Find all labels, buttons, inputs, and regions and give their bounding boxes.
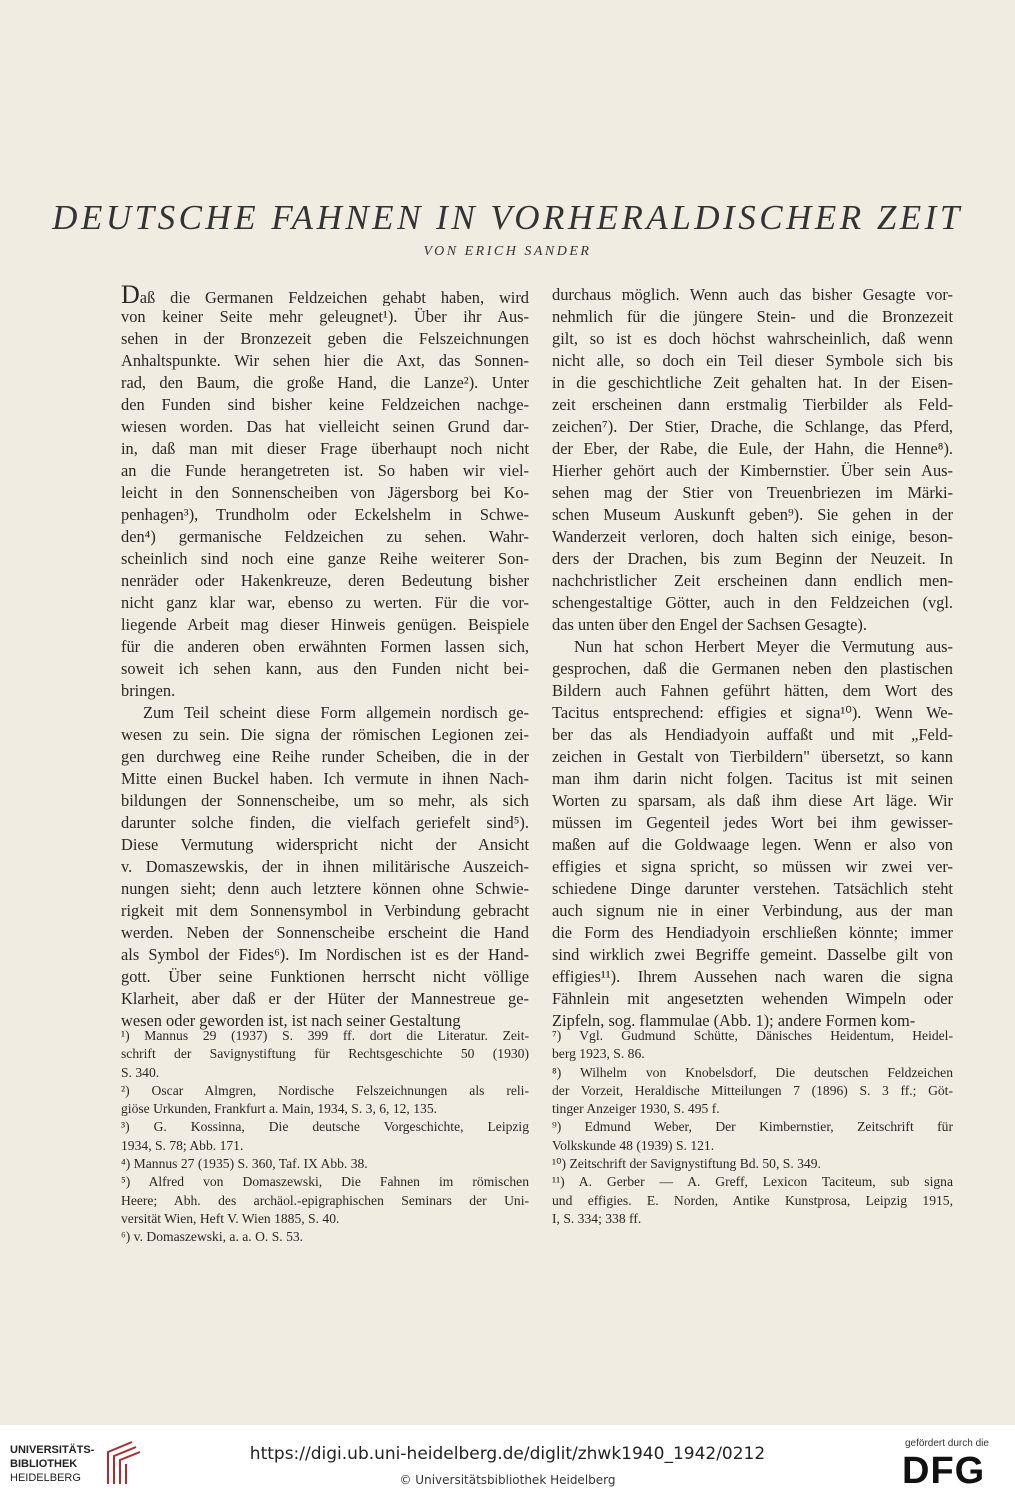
- text-line: Mitte einen Buckel haben. Ich vermute in ihnen Nach-: [121, 769, 529, 788]
- text-line: an die Funde herangetreten ist. So haben wir viel-: [121, 461, 529, 480]
- text-line: Nun hat schon Herbert Meyer die Vermutung aus-: [574, 637, 953, 656]
- text-line: werden. Neben der Sonnenscheibe erscheint die Hand: [121, 923, 529, 942]
- text-line: Wanderzeit verloren, doch halten sich einige, beson-: [552, 527, 953, 546]
- text-line: das unten über den Engel der Sachsen Gesagte).: [552, 615, 867, 634]
- text-line: schiedene Dinge darunter verstehen. Tatsächlich steht: [552, 879, 953, 898]
- text-line: penhagen³), Trundholm oder Eckelshelm in Schwe-: [121, 505, 529, 524]
- text-line: Worten zu sparsam, als daß ihm diese Art läge. Wir: [552, 791, 953, 810]
- text-line: zeichen in Gestalt von Tierbildern" übersetzt, so kann: [552, 747, 953, 766]
- text-line: effigies et signa spricht, so müssen wir zwei ver-: [552, 857, 953, 876]
- article-author: VON ERICH SANDER: [423, 244, 592, 259]
- footnote-line: giöse Urkunden, Frankfurt a. Main, 1934, S. 3, 6, 12, 135.: [121, 1101, 438, 1117]
- footnote-line: ²) Oscar Almgren, Nordische Felszeichnungen als reli-: [121, 1082, 529, 1098]
- text-line: scheinlich sind noch eine ganze Reihe weiterer Son-: [121, 549, 529, 568]
- text-line: gen durchweg eine Reihe runder Scheiben, die in der: [121, 747, 529, 766]
- footnote-line: und effigies. E. Norden, Antike Kunstprosa, Leipzig 1915,: [552, 1192, 953, 1208]
- text-line: v. Domaszewskis, der in ihnen militärische Auszeich-: [121, 857, 529, 876]
- text-line: wiesen worden. Das hat vielleicht seinen Grund dar-: [121, 417, 529, 436]
- text-line: als Symbol der Fides⁶). Im Nordischen ist es der Hand-: [121, 945, 529, 964]
- text-line: der Eber, der Rabe, die Eule, der Hahn, die Henne⁸).: [552, 439, 953, 458]
- text-line: auch signum nie in einer Verbindung, aus der man: [552, 901, 953, 920]
- footnote-line: ¹) Mannus 29 (1937) S. 399 ff. dort die Literatur. Zeit-: [121, 1028, 529, 1043]
- text-line: nicht ganz klar war, ebenso zu werten. Für die vor-: [121, 593, 529, 612]
- text-line: nehmlich für die jüngere Stein- und die Bronzezeit: [552, 307, 953, 326]
- footnote-line: ³) G. Kossinna, Die deutsche Vorgeschichte, Leipzig: [121, 1119, 529, 1135]
- text-column-right: [552, 284, 953, 1032]
- text-line: sehen mag der Stier von Treuenbriezen im Märki-: [552, 483, 953, 502]
- text-line: gesprochen, daß die Germanen neben den plastischen: [552, 659, 953, 678]
- library-name-line3: HEIDELBERG: [10, 1472, 81, 1484]
- footnote-line: der Vorzeit, Heraldische Mitteilungen 7 (1896) S. 3 ff.; Göt-: [552, 1082, 953, 1098]
- text-line: wesen oder geworden ist, ist nach seiner Gestaltung: [121, 1011, 461, 1030]
- footnote-line: ⁶) v. Domaszewski, a. a. O. S. 53.: [121, 1229, 304, 1245]
- text-line: Anhaltspunkte. Wir sehen hier die Axt, das Sonnen-: [121, 351, 529, 370]
- permalink-url[interactable]: https://digi.ub.uni-heidelberg.de/diglit/zhwk1940_1942/0212: [249, 1444, 766, 1464]
- text-line: schen Museum Auskunft geben⁹). Sie gehen in der: [552, 505, 953, 524]
- footnote-line: ⁵) Alfred von Domaszewski, Die Fahnen im römischen: [121, 1174, 529, 1190]
- text-line: für die anderen oben erwähnten Formen lassen sich,: [121, 637, 529, 656]
- text-line: zeit erscheinen dann erstmalig Tierbilder als Feld-: [552, 395, 953, 414]
- text-line: nenräder oder Hakenkreuze, deren Bedeutung bisher: [121, 571, 529, 590]
- text-line: maßen auf die Goldwaage legen. Wenn er also von: [552, 835, 953, 854]
- text-line: leicht in den Sonnenscheiben von Jägersborg bei Ko-: [121, 483, 529, 502]
- text-line: Klarheit, aber daß er der Hüter der Mannestreue ge-: [121, 989, 529, 1008]
- footnote-line: I, S. 334; 338 ff.: [552, 1210, 642, 1226]
- footnote-line: Heere; Abh. des archäol.-epigraphischen Seminars der Uni-: [121, 1192, 529, 1208]
- footnotes-left: [121, 1027, 529, 1247]
- text-line: Daß die Germanen Feldzeichen gehabt haben, wird: [121, 284, 529, 306]
- footnotes-right: [552, 1027, 953, 1228]
- footnote-line: ¹⁰) Zeitschrift der Savignystiftung Bd. 50, S. 349.: [552, 1156, 821, 1172]
- text-line: Zipfeln, sog. flammulae (Abb. 1); andere Formen kom-: [552, 1011, 916, 1030]
- text-line: darunter solche finden, die vielfach geriefelt sind⁵).: [121, 813, 529, 832]
- footnote-line: 1934, S. 78; Abb. 171.: [121, 1137, 244, 1153]
- text-line: soweit ich sehen kann, aus den Funden nicht bei-: [121, 659, 529, 678]
- text-line: von keiner Seite mehr geleugnet¹). Über ihr Aus-: [121, 307, 529, 326]
- text-line: die Form des Hendiadyoin erschließen könnte; immer: [552, 923, 953, 942]
- text-line: den⁴) germanische Feldzeichen zu sehen. Wahr-: [121, 527, 529, 546]
- footnote-line: ⁷) Vgl. Gudmund Schütte, Dänisches Heidentum, Heidel-: [552, 1028, 953, 1043]
- footnote-line: versität Wien, Heft V. Wien 1885, S. 40.: [121, 1210, 340, 1226]
- text-line: ders der Drachen, bis zum Beginn der Neuzeit. In: [552, 549, 953, 568]
- text-line: Hierher gehört auch der Kimbernstier. Über sein Aus-: [552, 461, 953, 480]
- footnote-line: berg 1923, S. 86.: [552, 1046, 645, 1062]
- footnote-line: S. 340.: [121, 1064, 160, 1080]
- text-line: sehen in der Bronzezeit geben die Felszeichnungen: [121, 329, 529, 348]
- copyright-notice: © Universitätsbibliothek Heidelberg: [399, 1473, 616, 1487]
- text-line: müssen im Gegenteil jedes Wort bei ihm gewisser-: [552, 813, 953, 832]
- text-line: liegende Arbeit mag dieser Hinweis genügen. Beispiele: [121, 615, 529, 634]
- library-name-line1: UNIVERSITÄTS-: [10, 1444, 95, 1456]
- text-line: ber das als Hendiadyoin auffaßt und mit „Feld-: [552, 725, 953, 744]
- text-line: in die geschichtliche Zeit gehalten hat. In der Eisen-: [552, 373, 953, 392]
- text-line: nachchristlicher Zeit erscheinen dann endlich men-: [552, 571, 953, 590]
- footnote-line: ¹¹) A. Gerber — A. Greff, Lexicon Taciteum, sub signa: [552, 1174, 953, 1190]
- footnote-line: Volkskunde 48 (1939) S. 121.: [552, 1137, 715, 1153]
- text-line: nungen sieht; denn auch letztere können ohne Schwie-: [121, 879, 529, 898]
- text-line: bildungen der Sonnenscheibe, um so mehr, als sich: [121, 791, 529, 810]
- text-line: durchaus möglich. Wenn auch das bisher Gesagte vor-: [552, 285, 953, 304]
- text-line: Tacitus entsprechend: effigies et signa¹⁰). Wenn We-: [552, 703, 953, 722]
- library-name-line2: BIBLIOTHEK: [10, 1458, 78, 1470]
- text-line: gott. Über seine Funktionen herrscht nicht völlige: [121, 967, 529, 986]
- text-line: nicht alle, so doch ein Teil dieser Symbole sich bis: [552, 351, 953, 370]
- dfg-logo[interactable]: DFG: [902, 1450, 986, 1492]
- footnote-line: ⁹) Edmund Weber, Der Kimbernstier, Zeitschrift für: [552, 1119, 953, 1135]
- text-line: den Funden sind bisher keine Feldzeichen nachge-: [121, 395, 529, 414]
- text-line: effigies¹¹). Ihrem Aussehen nach waren die signa: [552, 967, 953, 986]
- text-line: zeichen⁷). Der Stier, Drache, die Schlange, das Pferd,: [552, 417, 953, 436]
- funding-note: gefördert durch die: [905, 1438, 989, 1449]
- text-line: bringen.: [121, 681, 176, 700]
- text-line: Diese Vermutung widerspricht nicht der Ansicht: [121, 835, 529, 854]
- text-line: man ihm darin nicht folgen. Tacitus ist mit seinen: [552, 769, 953, 788]
- text-line: Bildern auch Fahnen geführt hätten, dem Wort des: [552, 681, 953, 700]
- text-line: gilt, so ist es doch höchst wahrscheinlich, daß wenn: [552, 329, 953, 348]
- footnote-line: tinger Anzeiger 1930, S. 495 f.: [552, 1101, 720, 1117]
- text-line: Zum Teil scheint diese Form allgemein nordisch ge-: [143, 703, 529, 722]
- text-line: schengestaltige Götter, auch in den Feldzeichen (vgl.: [552, 593, 953, 612]
- text-line: rigkeit mit dem Sonnensymbol in Verbindung gebracht: [121, 901, 529, 920]
- text-line: in, daß man mit dieser Frage überhaupt noch nicht: [121, 439, 529, 458]
- footnote-line: ⁴) Mannus 27 (1935) S. 360, Taf. IX Abb. 38.: [121, 1156, 368, 1172]
- article-title: DEUTSCHE FAHNEN IN VORHERALDISCHER ZEIT: [52, 198, 963, 237]
- text-line: rad, den Baum, die große Hand, die Lanze²). Unter: [121, 373, 529, 392]
- text-line: Fähnlein mit angesetzten wehenden Wimpeln oder: [552, 989, 953, 1008]
- footnote-line: schrift der Savignystiftung für Rechtsgeschichte 50 (1930): [121, 1046, 529, 1062]
- text-line: sind wirklich zwei Begriffe gemeint. Dasselbe gilt von: [552, 945, 953, 964]
- text-line: wesen zu sein. Die signa der römischen Legionen zei-: [121, 725, 529, 744]
- text-column-left: [121, 284, 529, 1032]
- footnote-line: ⁸) Wilhelm von Knobelsdorf, Die deutschen Feldzeichen: [552, 1064, 953, 1080]
